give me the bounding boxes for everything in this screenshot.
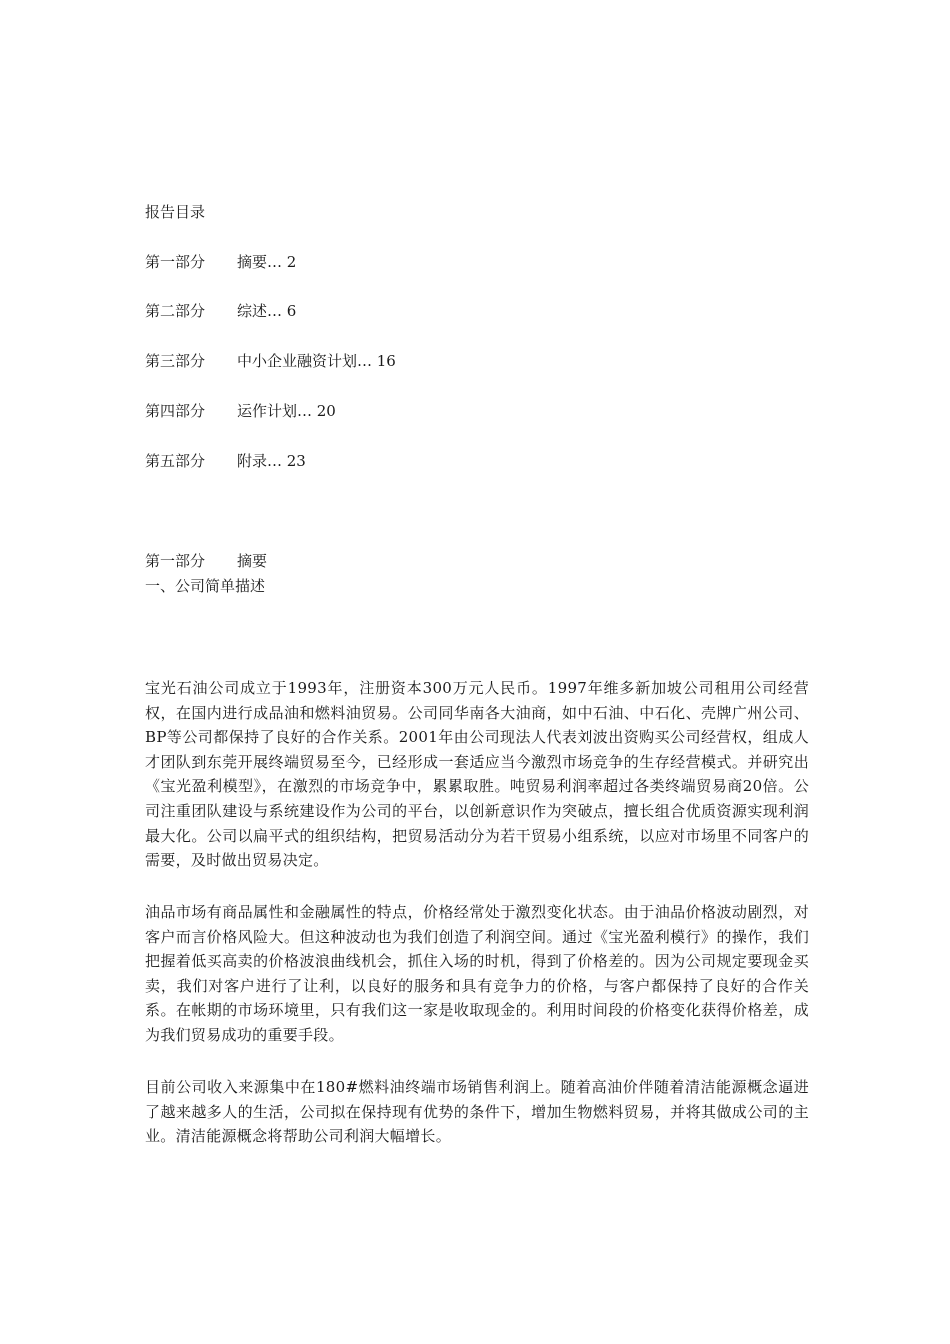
toc-item-entry: 中小企业融资计划… 16 — [237, 352, 396, 370]
toc-item — [145, 401, 336, 421]
toc-item — [145, 351, 396, 371]
toc-item-part: 第五部分 — [145, 452, 206, 470]
body-paragraph: 宝光石油公司成立于1993年，注册资本300万元人民币。1997年维多新加坡公司租用公司经营权，在国内进行成品油和燃料油贸易。公司同华南各大油商，如中石油、中石化、壳牌广州公司、BP等公司都保持了良好的合作关系。2001年由公司现法人代表刘波出资购买公司经营权，组成人才团队到东莞开展终端贸易至今，已经形成一套适应当今激烈市场竞争的生存经营模式。并研究出《宝光盈利模型》，在激烈的市场竞争中，累累取胜。吨贸易利润率超过各类终端贸易商20倍。公司注重团队建设与系统建设作为公司的平台，以创新意识作为突破点，擅长组合优质资源实现利润最大化。公司以扁平式的组织结构，把贸易活动分为若干贸易小组系统，以应对市场里不同客户的需要，及时做出贸易决定。 — [145, 679, 809, 870]
toc-item — [145, 451, 306, 471]
section-title: 摘要 — [237, 552, 268, 570]
section-subheading: 一、公司简单描述 — [145, 577, 266, 595]
toc-item — [145, 252, 296, 272]
toc-item-entry: 附录… 23 — [237, 452, 306, 470]
section-part: 第一部分 — [145, 552, 206, 570]
toc-item-part: 第四部分 — [145, 402, 206, 420]
toc-item-entry: 综述… 6 — [237, 302, 297, 320]
toc-item-entry: 运作计划… 20 — [237, 402, 336, 420]
toc-item-part: 第三部分 — [145, 352, 206, 370]
body-paragraph: 油品市场有商品属性和金融属性的特点，价格经常处于激烈变化状态。由于油品价格波动剧烈，对客户而言价格风险大。但这种波动也为我们创造了利润空间。通过《宝光盈利模行》的操作，我们把握着低买高卖的价格波浪曲线机会，抓住入场的时机，得到了价格差的。因为公司规定要现金买卖，我们对客户进行了让利，以良好的服务和具有竞争力的价格，与客户都保持了良好的合作关系。在帐期的市场环境里，只有我们这一家是收取现金的。利用时间段的价格变化获得价格差，成为我们贸易成功的重要手段。 — [145, 903, 809, 1044]
toc-item-entry: 摘要… 2 — [237, 253, 297, 271]
section-heading — [145, 551, 267, 571]
toc-item-part: 第二部分 — [145, 302, 206, 320]
toc-item-part: 第一部分 — [145, 253, 206, 271]
toc-title: 报告目录 — [145, 203, 206, 221]
toc-item — [145, 301, 296, 321]
body-paragraph: 目前公司收入来源集中在180#燃料油终端市场销售利润上。随着高油价伴随着清洁能源概念逼进了越来越多人的生活，公司拟在保持现有优势的条件下，增加生物燃料贸易，并将其做成公司的主业。清洁能源概念将帮助公司利润大幅增长。 — [145, 1078, 809, 1146]
